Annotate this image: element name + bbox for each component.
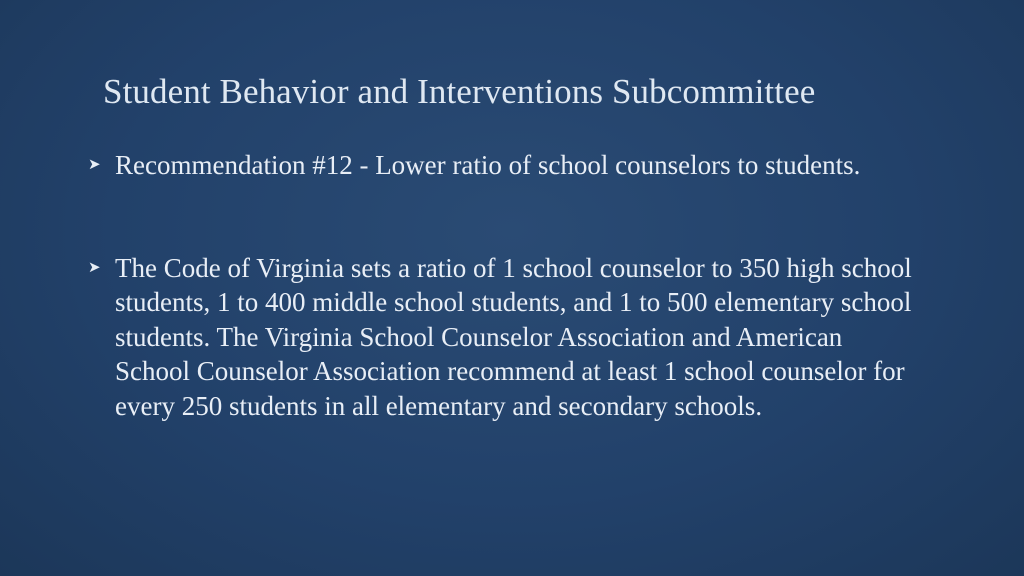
bullet-text: Recommendation #12 - Lower ratio of school counselors to students.	[115, 150, 861, 180]
bullet-text: The Code of Virginia sets a ratio of 1 school counselor to 350 high school students, 1 to 400 middle school students, and 1 to 500 elementary school students. The Virginia School Counselor Association and American School Counselor Association recommend at least 1 school counselor for every 250 students in all elementary and secondary schools.	[115, 252, 912, 421]
arrowhead-bullet-icon: ➤	[88, 259, 101, 276]
bullet-item	[88, 148, 918, 183]
slide-title: Student Behavior and Interventions Subcommittee	[103, 72, 816, 111]
bullet-list	[88, 148, 918, 423]
bullet-item	[88, 251, 918, 424]
arrowhead-bullet-icon: ➤	[88, 157, 101, 173]
